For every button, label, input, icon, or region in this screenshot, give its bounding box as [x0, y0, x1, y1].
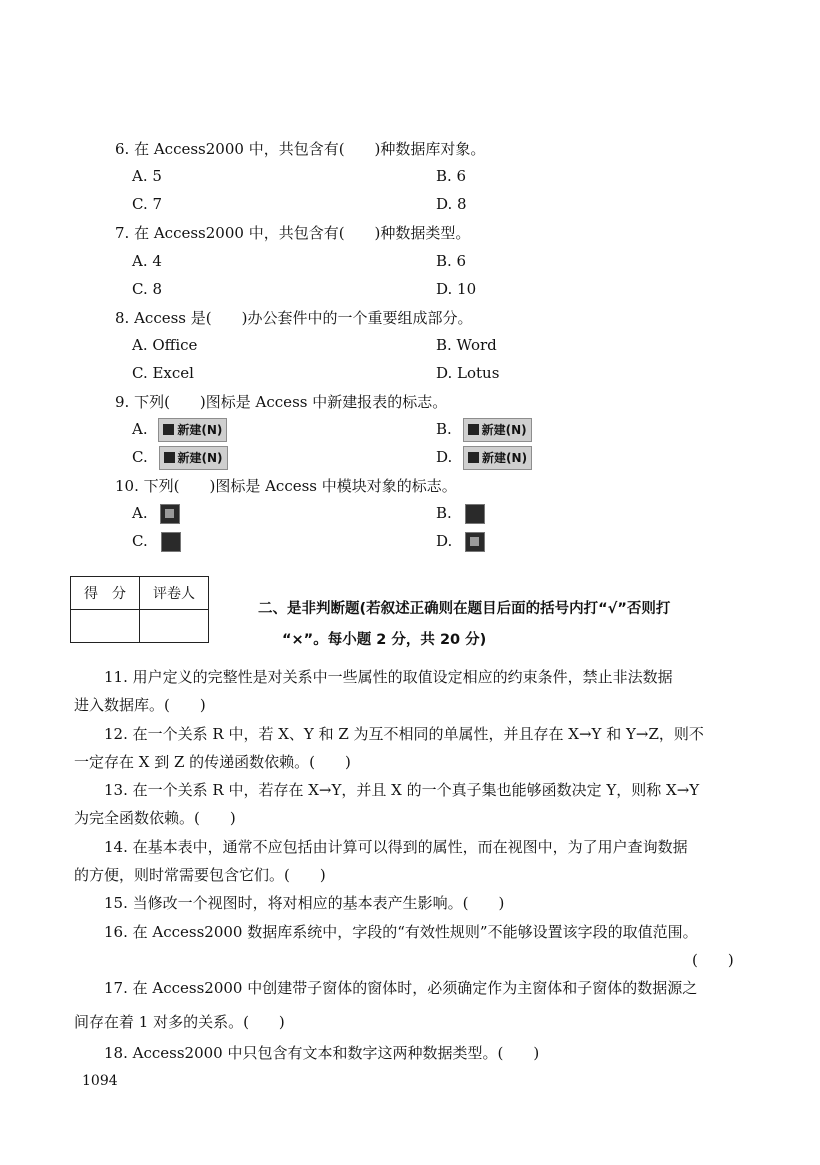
q10-option-c-label: C.: [132, 532, 148, 550]
icon-btn-label: 新建(N): [482, 451, 528, 465]
question-9: 9. 下列( )图标是 Access 中新建报表的标志。: [115, 393, 448, 411]
question-14: 14. 在基本表中，通常不应包括由计算可以得到的属性，而在视图中，为了用户查询数据: [104, 838, 688, 856]
q10-option-d: [436, 531, 485, 552]
q8-option-a: A. Office: [132, 336, 198, 354]
question-13-cont: 为完全函数依赖。( ): [74, 809, 236, 827]
question-11: 11. 用户定义的完整性是对关系中一些属性的取值设定相应的约束条件，禁止非法数据: [104, 668, 673, 686]
module-object-icon: [465, 504, 485, 524]
q8-option-b: B. Word: [436, 336, 497, 354]
grader-cell: [140, 610, 209, 643]
new-table-icon: [159, 446, 228, 470]
q9-option-d-label: D.: [436, 448, 453, 466]
question-15: 15. 当修改一个视图时，将对相应的基本表产生影响。( ): [104, 894, 505, 912]
q9-option-d: [436, 446, 532, 470]
question-18: 18. Access2000 中只包含有文本和数字这两种数据类型。( ): [104, 1044, 540, 1062]
q10-option-a-label: A.: [132, 504, 148, 522]
q10-option-d-label: D.: [436, 532, 453, 550]
macro-object-icon: [160, 504, 180, 524]
question-11-cont: 进入数据库。( ): [74, 696, 206, 714]
q10-option-b: [436, 503, 485, 524]
question-8: 8. Access 是( )办公套件中的一个重要组成部分。: [115, 309, 473, 327]
icon-btn-label: 新建(N): [481, 423, 527, 437]
q9-option-c-label: C.: [132, 448, 148, 466]
report-object-icon: [465, 532, 485, 552]
q7-option-c: C. 8: [132, 280, 163, 298]
question-10: 10. 下列( )图标是 Access 中模块对象的标志。: [115, 477, 457, 495]
q9-option-c: [132, 446, 228, 470]
question-14-cont: 的方便，则时常需要包含它们。( ): [74, 866, 326, 884]
q6-option-b: B. 6: [436, 167, 467, 185]
question-12-cont: 一定存在 X 到 Z 的传递函数依赖。( ): [74, 753, 351, 771]
grader-header: 评卷人: [140, 577, 209, 610]
icon-btn-label: 新建(N): [177, 423, 223, 437]
section-2-title: 二、是非判断题(若叙述正确则在题目后面的括号内打“√”否则打: [258, 601, 671, 617]
question-7: 7. 在 Access2000 中，共包含有( )种数据类型。: [115, 224, 471, 242]
q8-option-d: D. Lotus: [436, 364, 500, 382]
section-2-subtitle: “×”。每小题 2 分，共 20 分): [282, 632, 487, 648]
q10-option-a: [132, 503, 180, 524]
new-query-icon: [463, 446, 532, 470]
q8-option-c: C. Excel: [132, 364, 194, 382]
icon-btn-label: 新建(N): [177, 451, 223, 465]
q7-option-d: D. 10: [436, 280, 477, 298]
q6-option-d: D. 8: [436, 195, 467, 213]
new-form-icon: [463, 418, 532, 442]
q6-option-c: C. 7: [132, 195, 163, 213]
q9-option-b: [436, 418, 532, 442]
q7-option-b: B. 6: [436, 252, 467, 270]
question-17-cont: 间存在着 1 对多的关系。( ): [74, 1013, 285, 1031]
question-16: 16. 在 Access2000 数据库系统中，字段的“有效性规则”不能够设置该字段的取值范围。: [104, 923, 698, 941]
q10-option-b-label: B.: [436, 504, 452, 522]
q10-option-c: [132, 531, 181, 552]
q9-option-b-label: B.: [436, 420, 452, 438]
q7-option-a: A. 4: [132, 252, 162, 270]
score-table: [70, 576, 209, 643]
question-17: 17. 在 Access2000 中创建带子窗体的窗体时，必须确定作为主窗体和子窗体的数据源之: [104, 979, 698, 997]
q9-option-a: [132, 418, 227, 442]
question-12: 12. 在一个关系 R 中，若 X、Y 和 Z 为互不相同的单属性，并且存在 X→Y 和 Y→Z，则不: [104, 725, 704, 743]
question-6: 6. 在 Access2000 中，共包含有( )种数据库对象。: [115, 140, 486, 158]
score-header: 得 分: [71, 577, 140, 610]
q9-option-a-label: A.: [132, 420, 148, 438]
page-object-icon: [161, 532, 181, 552]
page-number: 1094: [82, 1073, 118, 1089]
score-cell: [71, 610, 140, 643]
new-report-icon: [158, 418, 227, 442]
q6-option-a: A. 5: [132, 167, 162, 185]
question-13: 13. 在一个关系 R 中，若存在 X→Y，并且 X 的一个真子集也能够函数决定 Y，则称 X→Y: [104, 781, 700, 799]
question-16-cont: ( ): [692, 951, 734, 969]
